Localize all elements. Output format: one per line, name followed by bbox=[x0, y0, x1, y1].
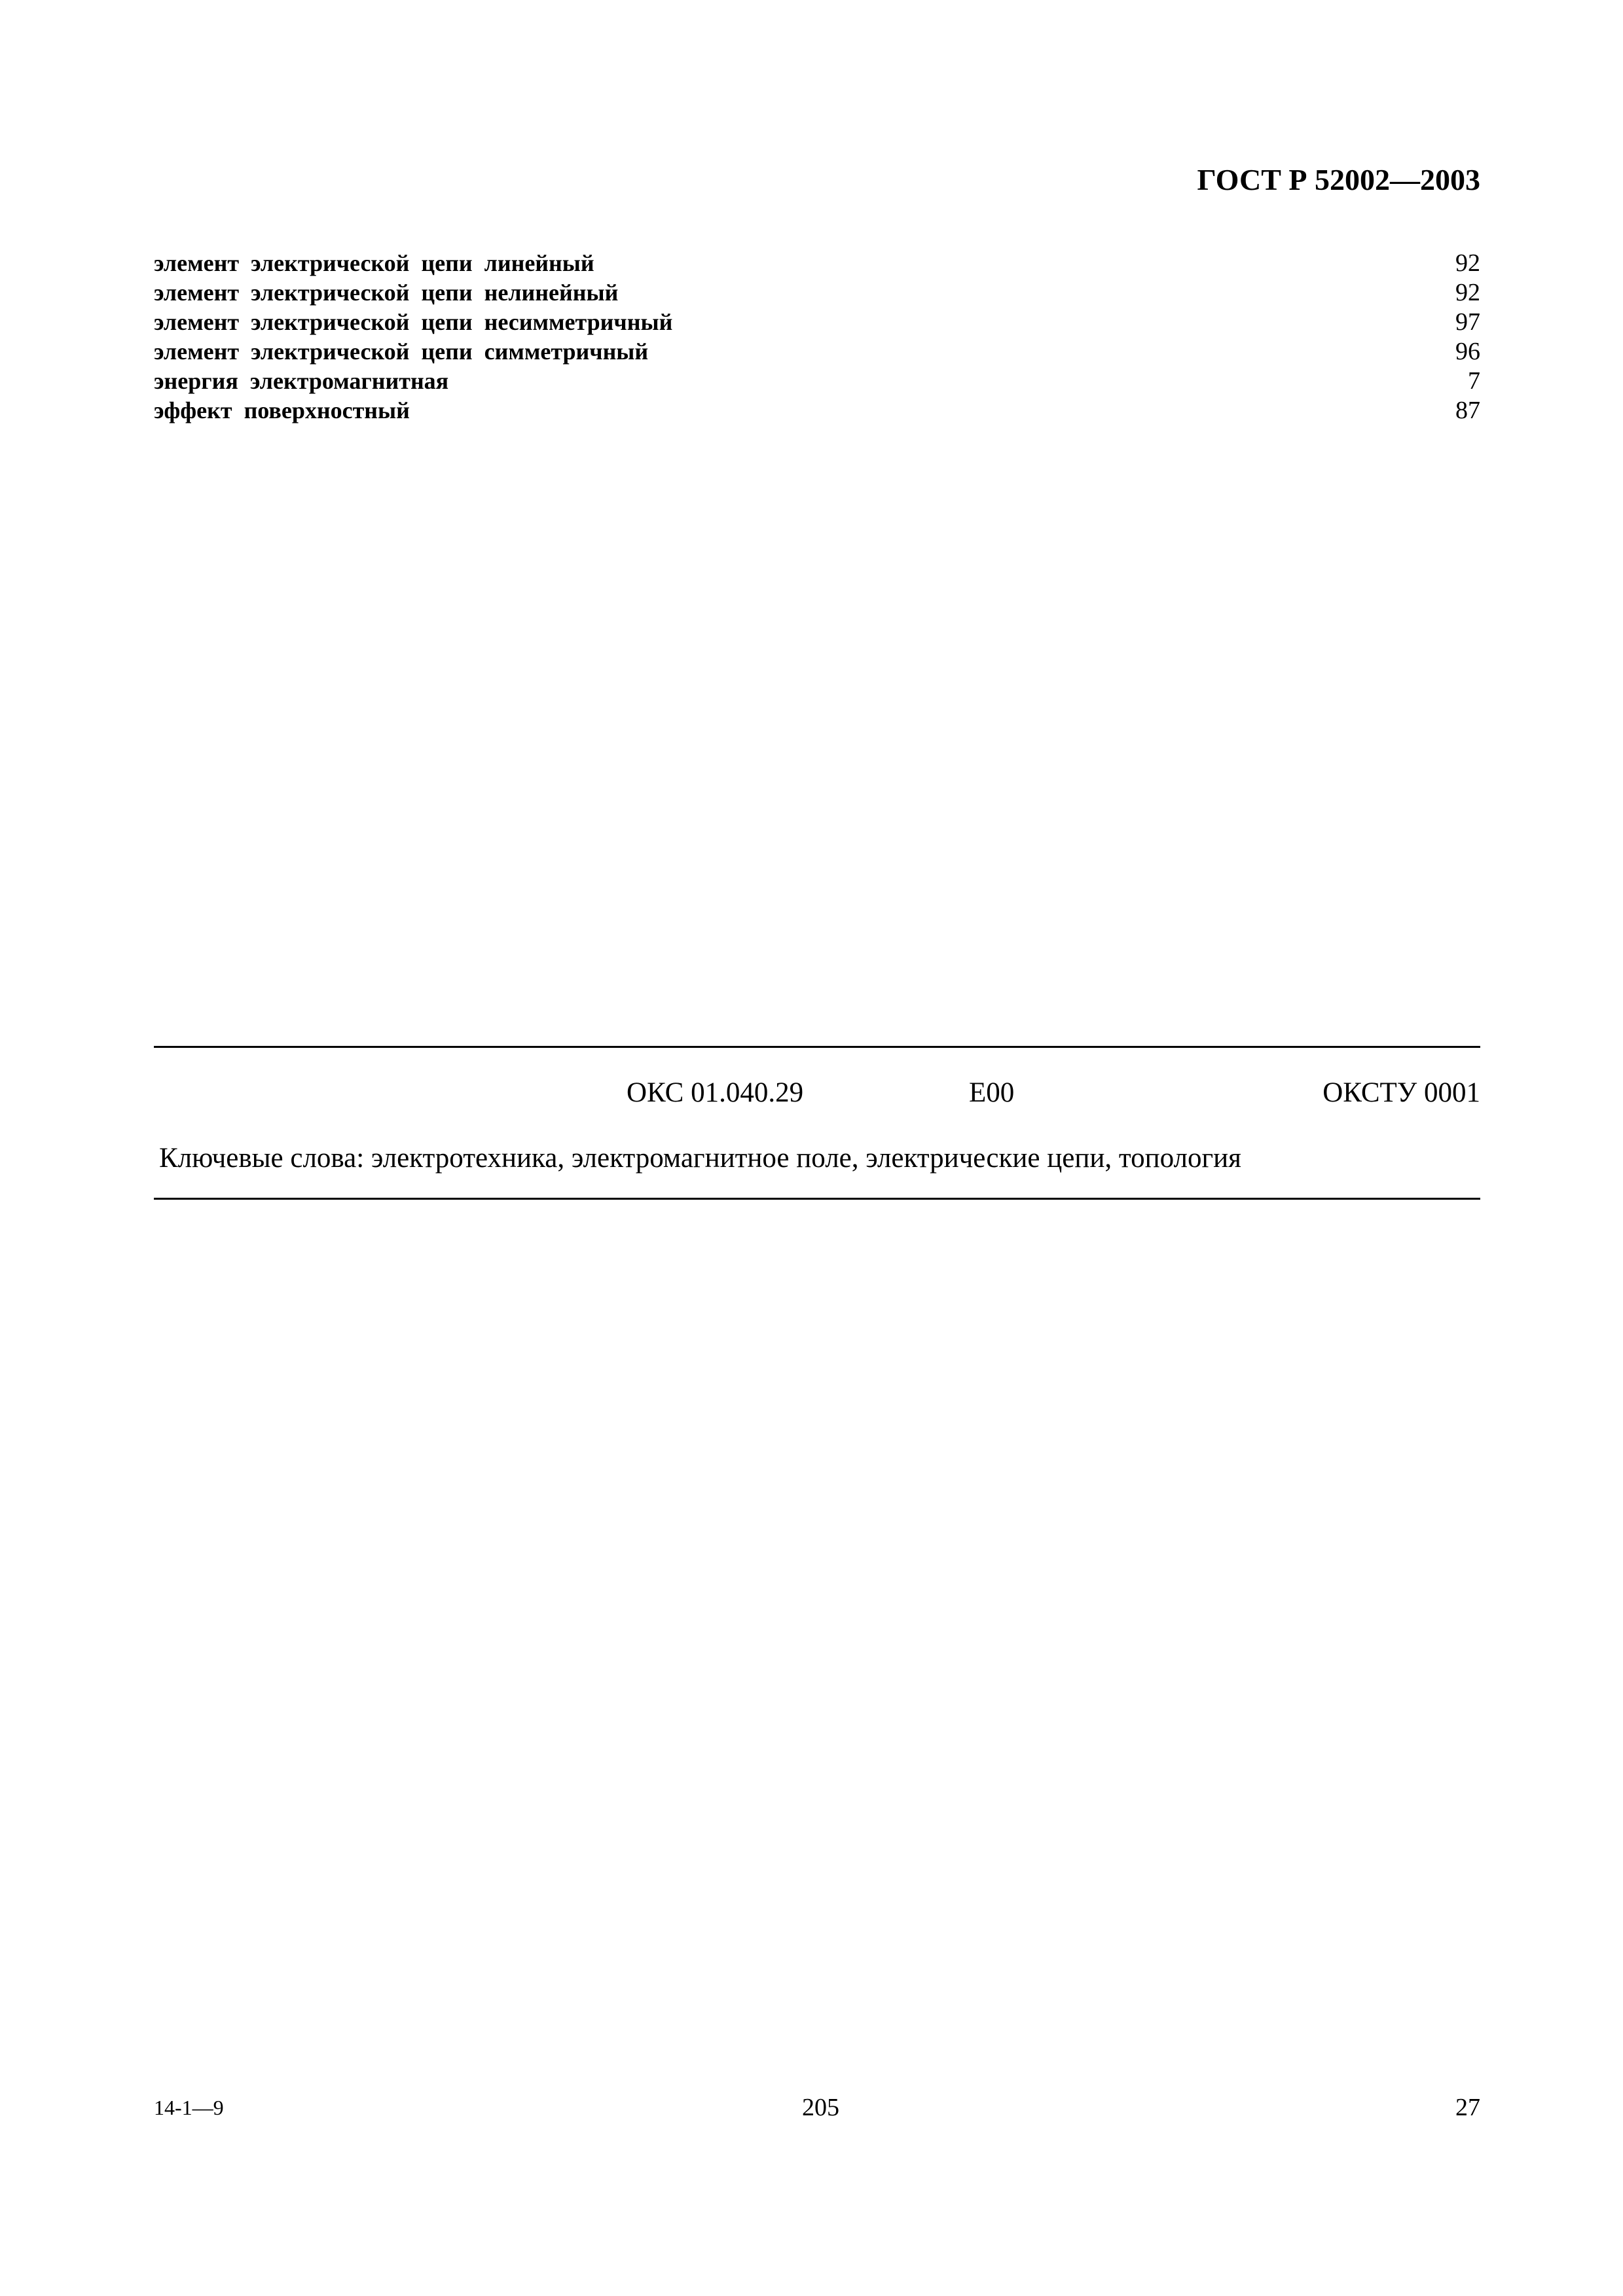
keywords-line: Ключевые слова: электротехника, электромагнитное поле, электрические цепи, топология bbox=[159, 1143, 1241, 1174]
index-entry bbox=[154, 249, 1480, 278]
index-term: элемент электрической цепи несимметричный bbox=[154, 309, 673, 335]
index-page-ref: 92 bbox=[1455, 249, 1480, 277]
index-entry bbox=[154, 367, 1480, 396]
footer-sheet-number: 27 bbox=[1455, 2094, 1480, 2121]
index-page-ref: 96 bbox=[1455, 338, 1480, 365]
index-term: энергия электромагнитная bbox=[154, 368, 449, 394]
index-term: эффект поверхностный bbox=[154, 397, 410, 423]
index-term: элемент электрической цепи симметричный bbox=[154, 338, 649, 365]
index-term: элемент электрической цепи линейный bbox=[154, 250, 594, 276]
index-entry bbox=[154, 396, 1480, 425]
standard-designation: ГОСТ Р 52002—2003 bbox=[1197, 163, 1480, 196]
top-divider bbox=[154, 1046, 1480, 1048]
index-page-ref: 97 bbox=[1455, 308, 1480, 336]
alphabetical-index-list bbox=[154, 249, 1480, 425]
index-entry bbox=[154, 337, 1480, 367]
index-page-ref: 87 bbox=[1455, 397, 1480, 424]
index-term: элемент электрической цепи нелинейный bbox=[154, 279, 619, 306]
index-page-ref: 7 bbox=[1468, 367, 1480, 395]
footer-page-number: 205 bbox=[802, 2094, 839, 2121]
footer-print-code: 14-1—9 bbox=[154, 2096, 224, 2119]
group-code: Е00 bbox=[969, 1077, 1015, 1108]
index-entry bbox=[154, 278, 1480, 308]
index-entry bbox=[154, 308, 1480, 337]
oks-code: ОКС 01.040.29 bbox=[627, 1077, 804, 1108]
index-page-ref: 92 bbox=[1455, 279, 1480, 306]
okstu-code: ОКСТУ 0001 bbox=[1322, 1077, 1480, 1108]
bottom-divider bbox=[154, 1198, 1480, 1200]
